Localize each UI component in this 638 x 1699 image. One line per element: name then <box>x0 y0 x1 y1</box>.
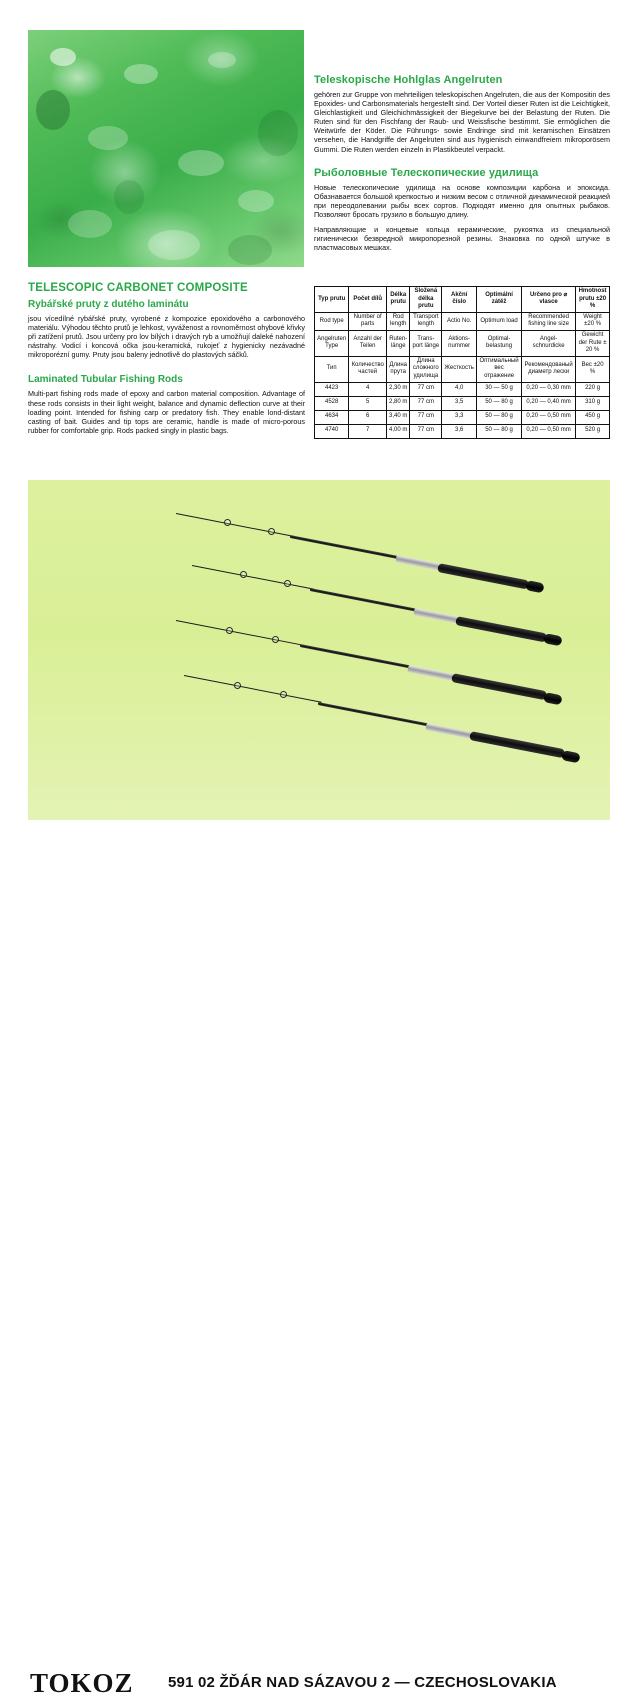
english-block <box>28 374 305 434</box>
header-cell: Жесткость <box>442 356 477 382</box>
header-cell: Transport length <box>410 312 442 330</box>
header-row-english <box>315 312 610 330</box>
header-cell: Actio No. <box>442 312 477 330</box>
header-cell: Hmotnost prutu ±20 % <box>576 287 610 313</box>
header-cell: Složená délka prutu <box>410 287 442 313</box>
company-address: 591 02 ŽĎÁR NAD SÁZAVOU 2 — CZECHOSLOVAKIA <box>168 1674 557 1691</box>
header-cell: Ruten-länge <box>387 330 410 356</box>
header-cell: Recommended fishing line size <box>522 312 576 330</box>
russian-paragraph-1: Новые телескопические удилища на основе композиции карбона и эпоксида. Обазнавается большой крепкостью и низким весом с отличной динамической реакцией при переодолевании рыбы всех сортов. Подходят именно для опытных рыбаков. Позволяют бросать грузило в большую длину. <box>314 182 610 219</box>
czech-subtitle: Rybářské pruty z dutého laminátu <box>28 299 189 310</box>
header-row-russian <box>315 356 610 382</box>
brand-logo: TOKOZ <box>30 1668 134 1698</box>
table-row <box>315 424 610 438</box>
cell: 77 cm <box>410 424 442 438</box>
cell: 77 cm <box>410 410 442 424</box>
cell: 4740 <box>315 424 349 438</box>
cell: 0,20 — 0,30 mm <box>522 382 576 396</box>
header-row-german <box>315 330 610 356</box>
cell: 0,20 — 0,50 mm <box>522 410 576 424</box>
english-heading: Laminated Tubular Fishing Rods <box>28 374 183 386</box>
russian-paragraph-2: Направляющие и концевые кольца керамические, рукоятка из специальной гигиенически безвредной микропорезной резины. Знаковка по одной штучке в пластмасовых мешках. <box>314 225 610 253</box>
header-cell: Počet dílů <box>349 287 387 313</box>
header-cell: Вес ±20 % <box>576 356 610 382</box>
header-cell: Určeno pro ⌀ vlasce <box>522 287 576 313</box>
cell: 520 g <box>576 424 610 438</box>
cell: 3,6 <box>442 424 477 438</box>
cell: 2,30 m <box>387 382 410 396</box>
table-row <box>315 396 610 410</box>
header-cell: Aktions-nummer <box>442 330 477 356</box>
cell: 50 — 80 g <box>477 424 522 438</box>
header-cell: Количество частей <box>349 356 387 382</box>
header-cell: Rod type <box>315 312 349 330</box>
header-cell: Rod length <box>387 312 410 330</box>
cell: 7 <box>349 424 387 438</box>
cell: 77 cm <box>410 396 442 410</box>
cell: 220 g <box>576 382 610 396</box>
header-cell: Длина прута <box>387 356 410 382</box>
header-cell: Optimální zátěž <box>477 287 522 313</box>
cell: 30 — 50 g <box>477 382 522 396</box>
english-body: Multi-part fishing rods made of epoxy and carbon material composition. Advantage of these rods consists in their light weight, balance and dynamic deflection curve at their loading point. Intended for fishing carp or predatory fish. They enable lond-distant casting of bait. Guides and tip tops are ceramic, handle is made of micro-porous rubber for comfortable grip. Rods packed singly in plastic bags. <box>28 389 305 435</box>
header-cell: Délka prutu <box>387 287 410 313</box>
cell: 77 cm <box>410 382 442 396</box>
table-row <box>315 410 610 424</box>
cell: 50 — 80 g <box>477 396 522 410</box>
cell: 4,0 <box>442 382 477 396</box>
cell: 4528 <box>315 396 349 410</box>
header-cell: Optimum load <box>477 312 522 330</box>
cell: 4,00 m <box>387 424 410 438</box>
cell: 3,5 <box>442 396 477 410</box>
header-cell: Gewicht der Rute ± 20 % <box>576 330 610 356</box>
cell: 310 g <box>576 396 610 410</box>
czech-english-column <box>28 282 305 435</box>
cell: 3,40 m <box>387 410 410 424</box>
foliage-photo <box>28 30 304 267</box>
header-cell: Number of parts <box>349 312 387 330</box>
header-cell: Trans-port länge <box>410 330 442 356</box>
cell: 450 g <box>576 410 610 424</box>
header-cell: Weight ±20 % <box>576 312 610 330</box>
cell: 3,3 <box>442 410 477 424</box>
cell: 2,80 m <box>387 396 410 410</box>
cell: 6 <box>349 410 387 424</box>
german-heading: Teleskopische Hohlglas Angelruten <box>314 74 503 86</box>
cell: 4 <box>349 382 387 396</box>
table-row <box>315 382 610 396</box>
spec-table-body <box>315 287 610 439</box>
product-photo-panel <box>28 480 610 820</box>
russian-block <box>314 167 610 253</box>
german-body: gehören zur Gruppe von mehrteiligen teleskopischen Angelruten, die aus der Kompositin des Epoxides- und Carbonsmaterials hergestellt sind. Der Vorteil dieser Ruten ist die Leichtigkeit, Gleichlastigkeit und Gleichichmässigkeit der Biegekurve bei der Belastung der Ruten. Die Ruten sind für den Fischfang der Raub- und Weissfische bestimmt. Sie ermöglichen die Weitwürfe der Köder. Die Führungs- sowie Endringe sind mit keramischen Einsätzen versehen, die Handgriffe der Angelruten sind aus hygienisch einwandfreiem mikroporösem Gummi. Die Ruten werden einzeln in Plastikbeutel verpackt. <box>314 90 610 154</box>
multilingual-text-column <box>314 74 610 258</box>
footer <box>0 832 638 1698</box>
product-title: TELESCOPIC CARBONET COMPOSITE <box>28 282 248 294</box>
cell: 5 <box>349 396 387 410</box>
cell: 0,20 — 0,40 mm <box>522 396 576 410</box>
czech-body: jsou vícedílné rybářské pruty, vyrobené z kompozice epoxidového a carbonového materiálu. Výhodou těchto prutů je lehkost, vyváženost a rovnoměrnost ohybové křivky při zatížení prutů. Jsou určeny pro lov bílých i dravých ryb a umožňují daleké nahození nástrahy. Vodicí i koncová očka jsou-keramická, rukojeť z hygienicky nezávadné mikroporézní gumy. Pruty jsou baleny jednotlivě do plastových sáčků. <box>28 314 305 360</box>
header-cell: Optimal-belastung <box>477 330 522 356</box>
russian-heading: Рыболовные Телескопические удилища <box>314 166 539 179</box>
header-row-czech <box>315 287 610 313</box>
header-cell: Оптимальный вес отражение <box>477 356 522 382</box>
cell: 4634 <box>315 410 349 424</box>
header-cell: Typ prutu <box>315 287 349 313</box>
cell: 0,20 — 0,50 mm <box>522 424 576 438</box>
specification-table <box>314 286 610 439</box>
cell: 50 — 80 g <box>477 410 522 424</box>
header-cell: Длина сложного удилища <box>410 356 442 382</box>
header-cell: Angelruten Type <box>315 330 349 356</box>
header-cell: Рекомендованый диаметр лески <box>522 356 576 382</box>
header-cell: Anzahl der Teilen <box>349 330 387 356</box>
header-cell: Akční číslo <box>442 287 477 313</box>
header-cell: Angel-schnurdicke <box>522 330 576 356</box>
header-cell: Тип <box>315 356 349 382</box>
cell: 4423 <box>315 382 349 396</box>
